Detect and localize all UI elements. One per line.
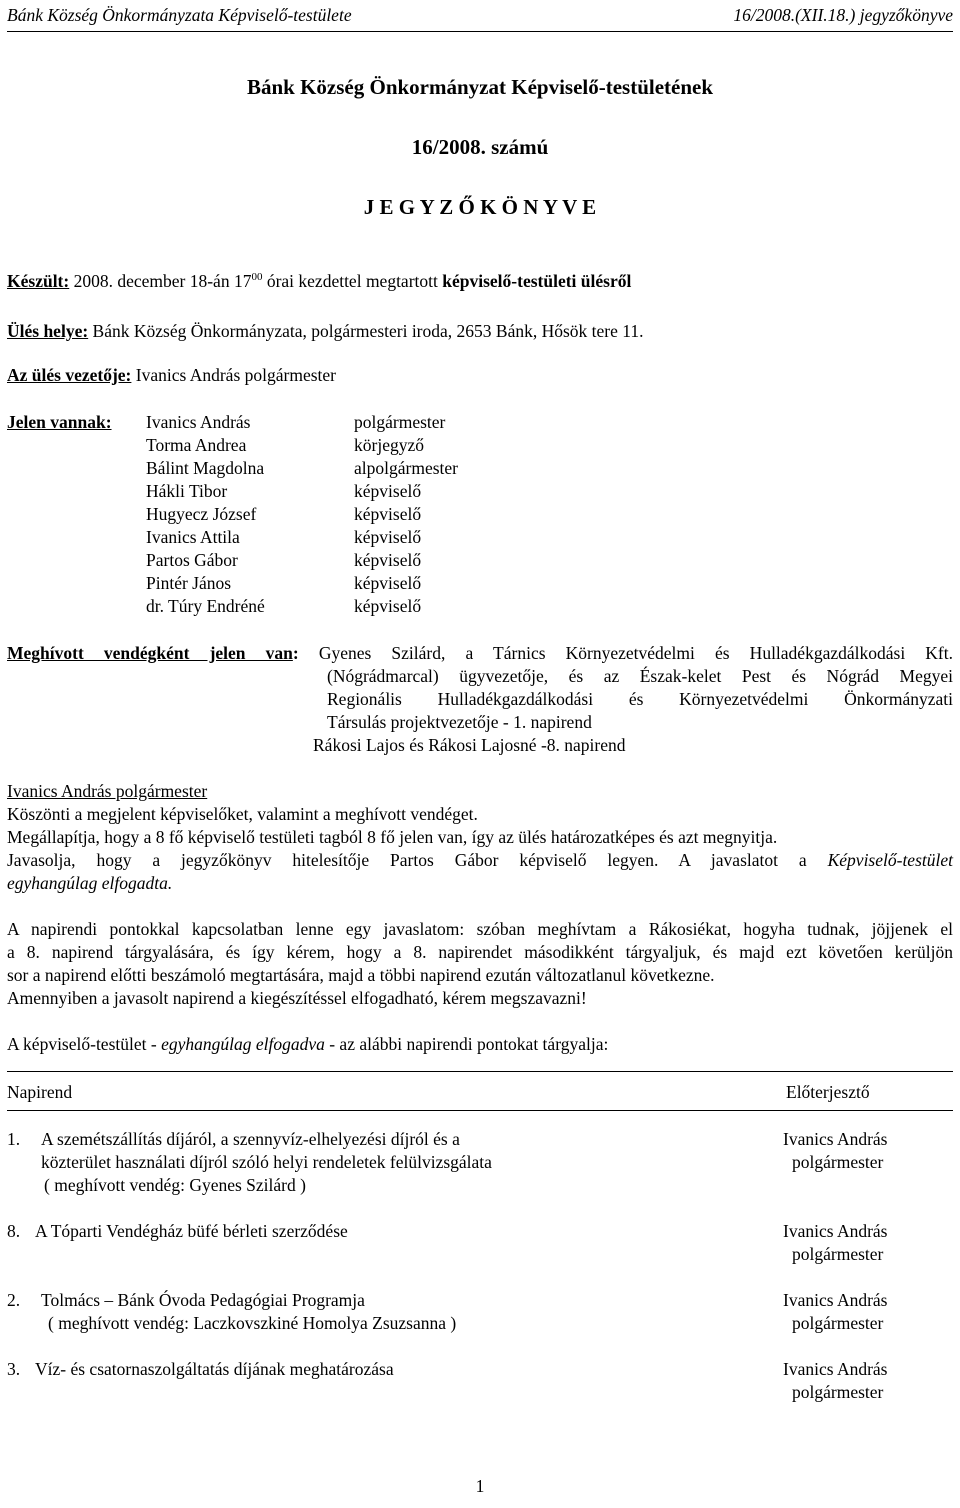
agenda-proposal-line2: a 8. napirend tárgyalására, és így kérem, hogy a 8. napirendet másodikként tárgyaljuk, és majd ezt követően kerüljön <box>7 942 953 962</box>
agenda-item-title: ( meghívott vendég: Laczkovszkiné Homolya Zsuzsanna ) <box>48 1313 457 1333</box>
agenda-top-rule <box>7 1071 953 1072</box>
document-title: Bánk Község Önkormányzat Képviselő-testületének <box>246 75 714 99</box>
agenda-item-presenter-role: polgármester <box>792 1382 884 1402</box>
meghivott-guest: Gyenes Szilárd, a Tárnics Környezetvédelmi és Hulladékgazdálkodási Kft. <box>318 643 953 663</box>
speaker-quorum: Megállapítja, hogy a 8 fő képviselő testületi tagból 8 fő jelen van, így az ülés határozatképes és azt megnyitja. <box>7 827 778 847</box>
vezeto-value: Ivanics András polgármester <box>131 365 336 385</box>
agenda-item-number: 1. <box>7 1129 21 1149</box>
member-name: Pintér János <box>146 573 232 593</box>
header-right: 16/2008.(XII.18.) jegyzőkönyve <box>733 5 953 25</box>
member-name: Ivanics Attila <box>146 527 240 547</box>
agenda-col-eloterjeszto: Előterjesztő <box>786 1082 870 1102</box>
keszult-date: 2008. december 18-án 17 <box>69 271 252 291</box>
agenda-item-title: Tolmács – Bánk Óvoda Pedagógiai Programja <box>41 1290 365 1310</box>
member-role: képviselő <box>354 504 422 524</box>
agenda-col-napirend: Napirend <box>7 1082 73 1102</box>
speaker-proposal-line1: Javasolja, hogy a jegyzőkönyv hitelesítője Partos Gábor képviselő legyen. A javaslatot a Képviselő-testület <box>7 850 953 870</box>
meghivott-line2: (Nógrádmarcal) ügyvezetője, és az Észak-kelet Pest és Nógrád Megyei <box>327 666 953 686</box>
member-name: Hugyecz József <box>146 504 257 524</box>
vezeto-line <box>7 364 336 387</box>
document-type: J E G Y Z Ő K Ö N Y V E <box>363 195 597 219</box>
member-name: Partos Gábor <box>146 550 238 570</box>
member-role: képviselő <box>354 527 422 547</box>
agenda-proposal-line1: A napirendi pontokkal kapcsolatban lenne egy javaslatom: szóban meghívtam a Rákosiékat, hogyha tudnak, jöjjenek el <box>7 919 953 939</box>
meghivott-line4: Társulás projektvezetője - 1. napirend <box>327 712 592 732</box>
member-role: képviselő <box>354 573 422 593</box>
agenda-item-presenter-name: Ivanics András <box>783 1359 888 1379</box>
page-number: 1 <box>475 1476 485 1496</box>
agenda-intro: A képviselő-testület - egyhangúlag elfogadva - az alábbi napirendi pontokat tárgyalja: <box>7 1034 609 1054</box>
agenda-item-presenter-name: Ivanics András <box>783 1290 888 1310</box>
agenda-item-title: A szemétszállítás díjáról, a szennyvíz-elhelyezési díjról és a <box>41 1129 460 1149</box>
keszult-subject: képviselő-testületi ülésről <box>442 271 632 291</box>
member-name: Hákli Tibor <box>146 481 228 501</box>
agenda-item-title: Víz- és csatornaszolgáltatás díjának meghatározása <box>35 1359 394 1379</box>
member-name: Ivanics András <box>146 412 251 432</box>
member-role: körjegyző <box>354 435 424 455</box>
agenda-item-title: ( meghívott vendég: Gyenes Szilárd ) <box>44 1175 306 1195</box>
document-number: 16/2008. számú <box>411 135 549 159</box>
agenda-item-presenter-name: Ivanics András <box>783 1221 888 1241</box>
agenda-item-presenter-name: Ivanics András <box>783 1129 888 1149</box>
member-name: Bálint Magdolna <box>146 458 265 478</box>
keszult-mid: órai kezdettel megtartott <box>262 271 443 291</box>
member-role: képviselő <box>354 550 422 570</box>
member-role: polgármester <box>354 412 446 432</box>
agenda-item-presenter-role: polgármester <box>792 1313 884 1333</box>
agenda-header-rule <box>7 1110 953 1111</box>
meghivott-line1: Meghívott vendégként jelen van: Gyenes Szilárd, a Tárnics Környezetvédelmi és Hulladékgazdálkodási Kft. <box>7 643 953 663</box>
vezeto-label: Az ülés vezetője: <box>7 365 132 385</box>
keszult-time-sup: 00 <box>251 271 263 283</box>
speaker-greeting: Köszönti a megjelent képviselőket, valamint a meghívott vendéget. <box>7 804 478 824</box>
agenda-item-presenter-role: polgármester <box>792 1152 884 1172</box>
header-left: Bánk Község Önkormányzata Képviselő-testülete <box>7 5 352 25</box>
agenda-item-number: 2. <box>7 1290 21 1310</box>
member-role: alpolgármester <box>354 458 458 478</box>
member-role: képviselő <box>354 596 422 616</box>
meghivott-line3: Regionális Hulladékgazdálkodási és Környezetvédelmi Önkormányzati <box>327 689 953 709</box>
member-role: képviselő <box>354 481 422 501</box>
agenda-proposal-line3: sor a napirend előtti beszámoló megtartására, majd a többi napirend ezután változatlanul következne. <box>7 965 715 985</box>
member-name: dr. Túry Endréné <box>146 596 265 616</box>
agenda-item-presenter-role: polgármester <box>792 1244 884 1264</box>
agenda-item-number: 3. <box>7 1359 21 1379</box>
agenda-item-title: közterület használati díjról szóló helyi rendeletek felülvizsgálata <box>41 1152 492 1172</box>
agenda-proposal-line4: Amennyiben a javasolt napirend a kiegészítéssel elfogadható, kérem megszavazni! <box>7 988 587 1008</box>
meghivott-label: Meghívott vendégként jelen van <box>7 643 293 663</box>
meghivott-line5: Rákosi Lajos és Rákosi Lajosné -8. napirend <box>313 735 626 755</box>
agenda-item-number: 8. <box>7 1221 21 1241</box>
speaker-name: Ivanics András polgármester <box>7 781 208 801</box>
keszult-label: Készült: <box>7 271 70 291</box>
header-rule <box>7 31 953 32</box>
keszult-line <box>7 270 631 293</box>
jelen-label: Jelen vannak: <box>7 412 112 432</box>
ules-helye-label: Ülés helye: <box>7 321 89 341</box>
ules-helye-line <box>7 320 644 343</box>
agenda-item-title: A Tóparti Vendégház büfé bérleti szerződése <box>35 1221 348 1241</box>
speaker-proposal-line2: egyhangúlag elfogadta. <box>7 873 173 893</box>
ules-helye-value: Bánk Község Önkormányzata, polgármesteri iroda, 2653 Bánk, Hősök tere 11. <box>88 321 644 341</box>
member-name: Torma Andrea <box>146 435 247 455</box>
